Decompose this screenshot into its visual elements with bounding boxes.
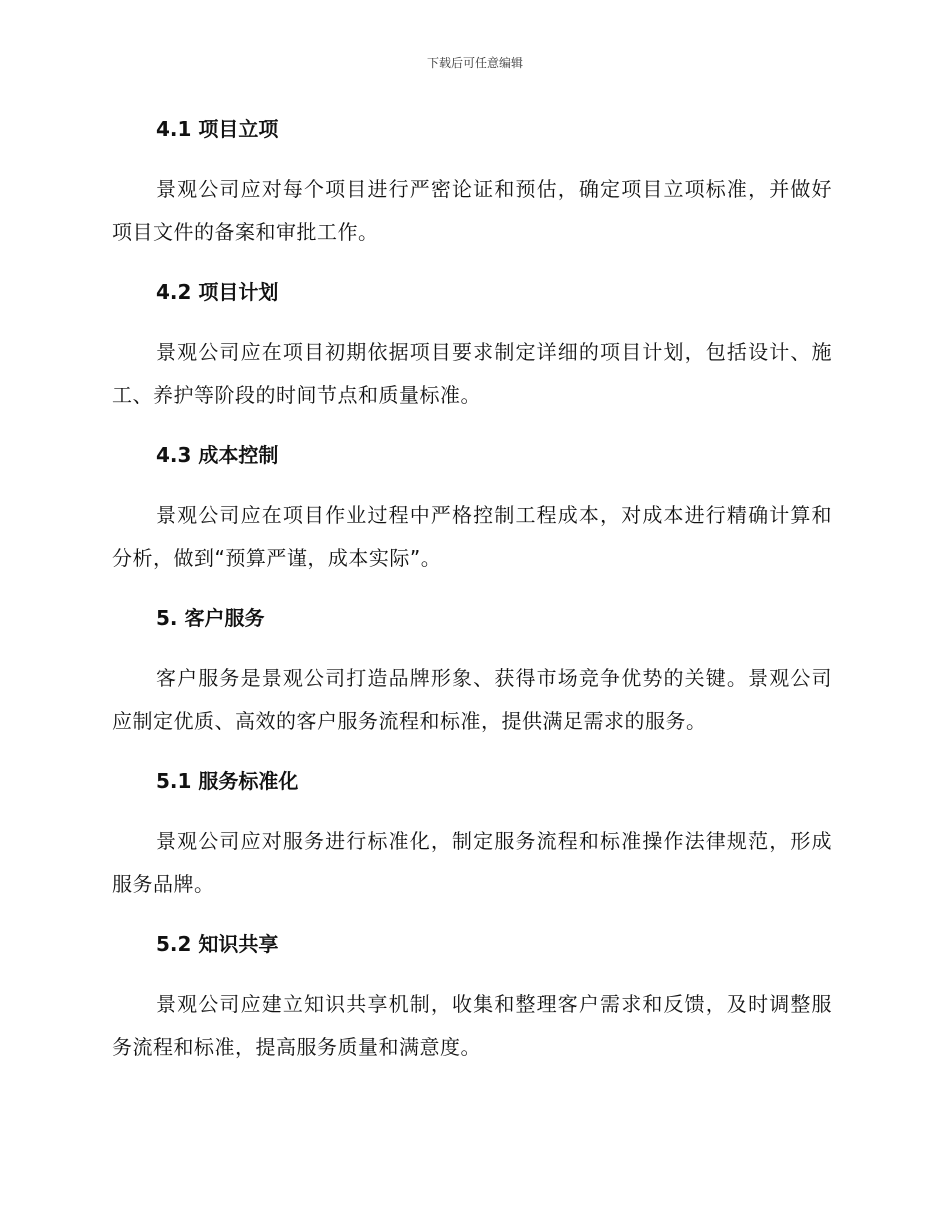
section-paragraph: 客户服务是景观公司打造品牌形象、获得市场竞争优势的关键。景观公司应制定优质、高效的客户服务流程和标准，提供满足需求的服务。	[112, 666, 832, 733]
section-heading: 4.3 成本控制	[156, 443, 279, 467]
section-5-1	[112, 764, 832, 906]
section-paragraph: 景观公司应在项目作业过程中严格控制工程成本，对成本进行精确计算和分析，做到“预算严谨，成本实际”。	[112, 503, 832, 570]
section-paragraph: 景观公司应对每个项目进行严密论证和预估，确定项目立项标准，并做好项目文件的备案和审批工作。	[112, 177, 832, 244]
section-paragraph: 景观公司应对服务进行标准化，制定服务流程和标准操作法律规范，形成服务品牌。	[112, 829, 832, 896]
section-heading: 5.1 服务标准化	[156, 769, 299, 793]
section-heading: 5.2 知识共享	[156, 932, 279, 956]
section-paragraph: 景观公司应建立知识共享机制，收集和整理客户需求和反馈，及时调整服务流程和标准，提高服务质量和满意度。	[112, 992, 832, 1059]
section-heading: 5. 客户服务	[156, 606, 265, 630]
section-5-2	[112, 927, 832, 1069]
section-paragraph: 景观公司应在项目初期依据项目要求制定详细的项目计划，包括设计、施工、养护等阶段的时间节点和质量标准。	[112, 340, 832, 407]
document-body	[112, 112, 832, 1090]
section-4-3	[112, 438, 832, 580]
section-5	[112, 601, 832, 743]
section-heading: 4.2 项目计划	[156, 280, 279, 304]
section-4-2	[112, 275, 832, 417]
section-4-1	[112, 112, 832, 254]
page-header-note: 下载后可任意编辑	[426, 56, 523, 70]
section-heading: 4.1 项目立项	[156, 117, 279, 141]
